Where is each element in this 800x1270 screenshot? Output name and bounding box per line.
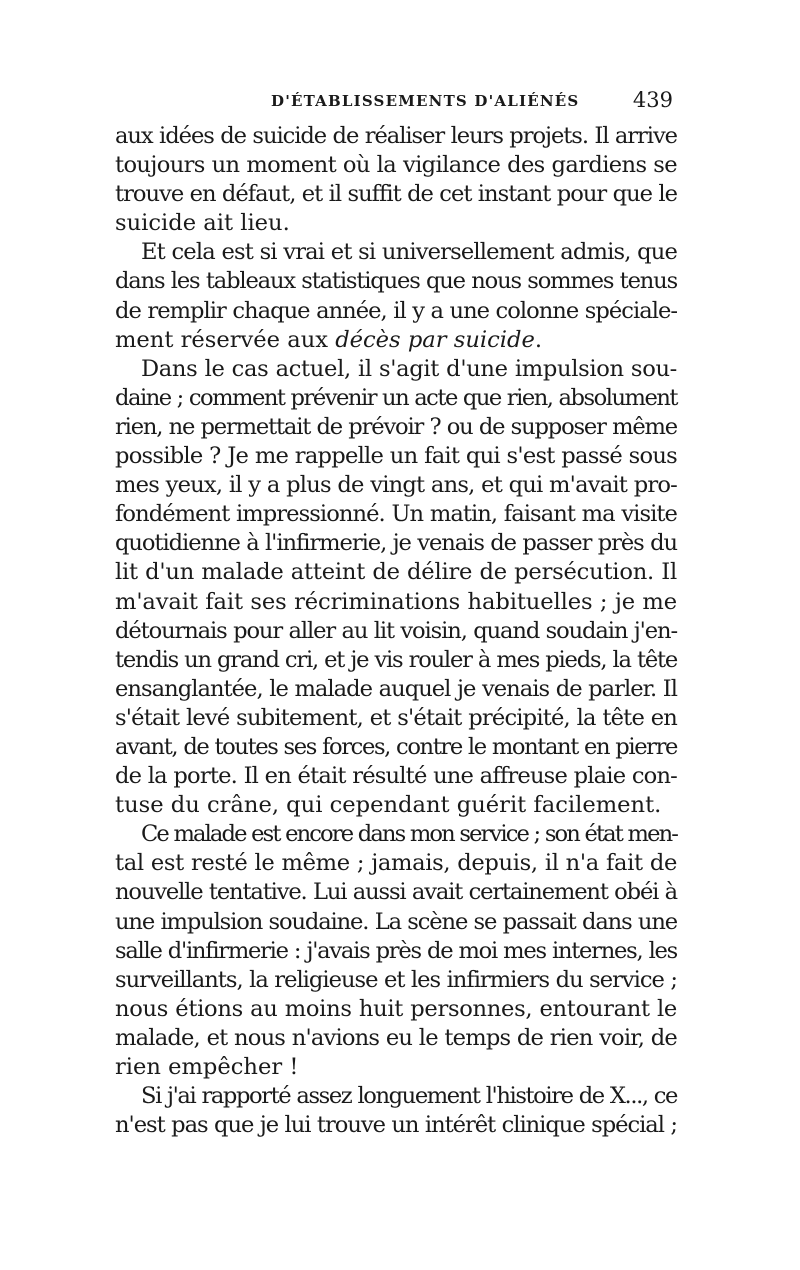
text-line: surveillants, la religieuse et les infirmiers du service ; <box>115 966 677 993</box>
paragraph-1 <box>115 122 677 238</box>
text-line <box>115 326 677 355</box>
running-head <box>115 88 677 122</box>
body-text <box>115 122 677 1140</box>
text-line: dans les tableaux statistiques que nous sommes tenus <box>115 268 677 295</box>
text-line: aux idées de suicide de réaliser leurs projets. Il arrive <box>115 123 677 149</box>
text-line: quotidienne à l'infirmerie, je venais de passer près du <box>115 530 677 557</box>
text-line: Dans le cas actuel, il s'agit d'une impulsion sou- <box>141 355 677 382</box>
text-line: possible ? Je me rappelle un fait qui s'est passé sous <box>115 443 677 470</box>
text-line: rien, ne permettait de prévoir ? ou de supposer même <box>115 413 677 440</box>
text-line: Et cela est si vrai et si universellement admis, que <box>141 239 677 266</box>
text-line: toujours un moment où la vigilance des gardiens se <box>115 152 677 179</box>
text-line: avant, de toutes ses forces, contre le montant en pierre <box>115 733 677 760</box>
text-line: tal est resté le même ; jamais, depuis, il n'a fait de <box>115 850 677 877</box>
text-line: suicide ait lieu. <box>115 210 290 237</box>
text-line: salle d'infirmerie : j'avais près de moi mes internes, les <box>115 937 677 964</box>
paragraph-2 <box>115 238 677 354</box>
text-line: lit d'un malade atteint de délire de persécution. Il <box>115 559 677 586</box>
text-line: de remplir chaque année, il y a une colonne spéciale- <box>115 297 677 324</box>
text-line: daine ; comment prévenir un acte que rien, absolument <box>115 384 677 411</box>
text-line: trouve en défaut, et il suffit de cet instant pour que le <box>115 181 677 208</box>
text-line: Ce malade est encore dans mon service ; son état men- <box>141 821 677 848</box>
paragraph-3 <box>115 355 677 821</box>
text-line: mes yeux, il y a plus de vingt ans, et qui m'avait pro- <box>115 472 677 499</box>
text-line: une impulsion soudaine. La scène se passait dans une <box>115 908 677 935</box>
text-line: nous étions au moins huit personnes, entourant le <box>115 995 677 1022</box>
text-line: ensanglantée, le malade auquel je venais de parler. Il <box>115 675 677 702</box>
text-line: fondément impressionné. Un matin, faisant ma visite <box>115 501 677 528</box>
text-line: Si j'ai rapporté assez longuement l'histoire de X..., ce <box>141 1083 677 1110</box>
text-line: rien empêcher ! <box>115 1054 299 1080</box>
page-number: 439 <box>632 88 673 112</box>
text-line: tuse du crâne, qui cependant guérit facilement. <box>115 792 662 819</box>
text-line: s'était levé subitement, et s'était précipité, la tête en <box>115 704 677 731</box>
text-line: de la porte. Il en était résulté une affreuse plaie con- <box>115 763 677 790</box>
paragraph-4 <box>115 820 677 1082</box>
text-line: détournais pour aller au lit voisin, quand soudain j'en- <box>115 617 677 644</box>
text-fragment: ment réservée aux <box>115 326 336 353</box>
text-line: nouvelle tentative. Lui aussi avait certainement obéi à <box>115 879 677 906</box>
text-line: tendis un grand cri, et je vis rouler à mes pieds, la tête <box>115 646 677 673</box>
italic-phrase: décès par suicide <box>335 326 535 353</box>
text-fragment: . <box>534 326 543 353</box>
running-title: D'ÉTABLISSEMENTS D'ALIÉNÉS <box>271 92 580 110</box>
book-page <box>115 88 677 1140</box>
text-line: m'avait fait ses récriminations habituelles ; je me <box>115 588 677 615</box>
paragraph-5 <box>115 1082 677 1140</box>
text-line: n'est pas que je lui trouve un intérêt clinique spécial ; <box>115 1112 677 1139</box>
text-line: malade, et nous n'avions eu le temps de rien voir, de <box>115 1024 677 1051</box>
